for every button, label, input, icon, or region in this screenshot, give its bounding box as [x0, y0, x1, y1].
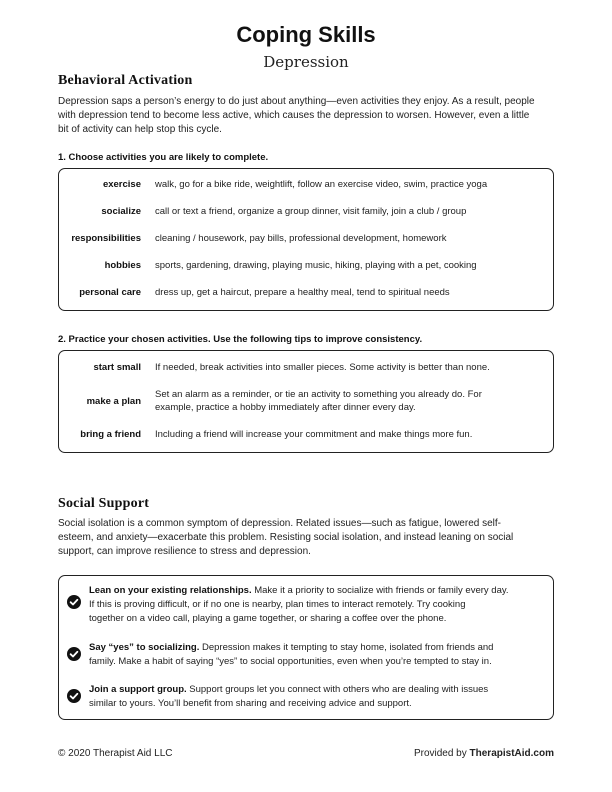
activity-value: walk, go for a bike ride, weightlift, follow an exercise video, swim, practice yoga: [155, 179, 488, 190]
check-circle-icon: [67, 595, 81, 609]
tip-key: make a plan: [86, 396, 141, 407]
check-circle-icon: [67, 689, 81, 703]
provided-by-prefix: Provided by: [413, 748, 470, 759]
tip-value: Including a friend will increase your commitment and make things more fun.: [155, 429, 473, 440]
support-box: [58, 575, 554, 720]
page-title: Coping Skills: [236, 22, 376, 47]
support-item: [89, 683, 539, 711]
tips-box: [58, 350, 554, 453]
support-item-line: similar to yours. You’ll benefit from sharing and receiving advice and support.: [89, 698, 412, 709]
intro-line: bit of activity can help stop this cycle.: [58, 124, 222, 135]
social-support-intro: [58, 517, 558, 559]
social-support-heading: Social Support: [58, 496, 150, 511]
intro-line: esteem, and anxiety—exacerbate this problem. Resisting social isolation, and instead leaning on social: [58, 532, 514, 543]
behavioral-activation-heading: Behavioral Activation: [58, 73, 193, 88]
step-2-label: 2. Practice your chosen activities. Use the following tips to improve consistency.: [58, 334, 423, 345]
activity-value: cleaning / housework, pay bills, professional development, homework: [155, 233, 447, 244]
intro-line: Social isolation is a common symptom of depression. Related issues—such as fatigue, lowered self-: [58, 518, 501, 529]
provided-by: [414, 748, 554, 759]
tip-value: [155, 388, 541, 414]
tip-line: Set an alarm as a reminder, or tie an activity to something you already do. For: [155, 389, 482, 400]
intro-line: with depression tend to become less active, which causes the depression to worsen. However, even a little: [58, 110, 530, 121]
intro-line: Depression saps a person’s energy to do just about anything—even activities they enjoy. As a result, people: [58, 96, 535, 107]
support-item-line: If this is proving difficult, or if no one is nearby, plan times to interact remotely. Try cooking: [89, 599, 466, 610]
activities-box: [58, 168, 554, 311]
activity-key: responsibilities: [71, 233, 141, 244]
support-item-title: Say “yes” to socializing.: [89, 642, 200, 653]
activity-value: sports, gardening, drawing, playing music, hiking, playing with a pet, cooking: [155, 260, 477, 271]
activity-key: socialize: [101, 206, 141, 217]
support-item-text: Depression makes it tempting to stay home, isolated from friends and: [199, 642, 494, 653]
intro-line: support, can improve resilience to stress and depression.: [58, 546, 311, 557]
activity-key: personal care: [79, 287, 141, 298]
activity-value: dress up, get a haircut, prepare a healthy meal, tend to spiritual needs: [155, 287, 450, 298]
support-item: [89, 641, 539, 669]
support-item-line: family. Make a habit of saying “yes” to social opportunities, even when you’re tempted to stay in.: [89, 656, 492, 667]
support-item-title: Join a support group.: [89, 684, 187, 695]
brand-link[interactable]: TherapistAid.com: [469, 748, 554, 759]
support-item-line: together on a video call, playing a game together, or sharing a coffee over the phone.: [89, 613, 447, 624]
support-item-title: Lean on your existing relationships.: [89, 585, 252, 596]
check-circle-icon: [67, 647, 81, 661]
support-item-text: Make it a priority to socialize with friends or family every day.: [251, 585, 509, 596]
copyright: © 2020 Therapist Aid LLC: [58, 748, 173, 759]
activity-key: hobbies: [104, 260, 141, 271]
activity-value: call or text a friend, organize a group dinner, visit family, join a club / group: [155, 206, 467, 217]
behavioral-activation-intro: [58, 95, 558, 137]
step-1-label: 1. Choose activities you are likely to complete.: [58, 152, 269, 163]
support-item-text: Support groups let you connect with others who are dealing with issues: [186, 684, 489, 695]
support-item: [89, 584, 539, 626]
page-subtitle: Depression: [263, 53, 349, 71]
tip-key: bring a friend: [80, 429, 141, 440]
tip-key: start small: [93, 362, 141, 373]
tip-value: If needed, break activities into smaller pieces. Some activity is better than none.: [155, 362, 490, 373]
tip-line: example, practice a hobby immediately after dinner every day.: [155, 402, 416, 413]
activity-key: exercise: [102, 179, 141, 190]
